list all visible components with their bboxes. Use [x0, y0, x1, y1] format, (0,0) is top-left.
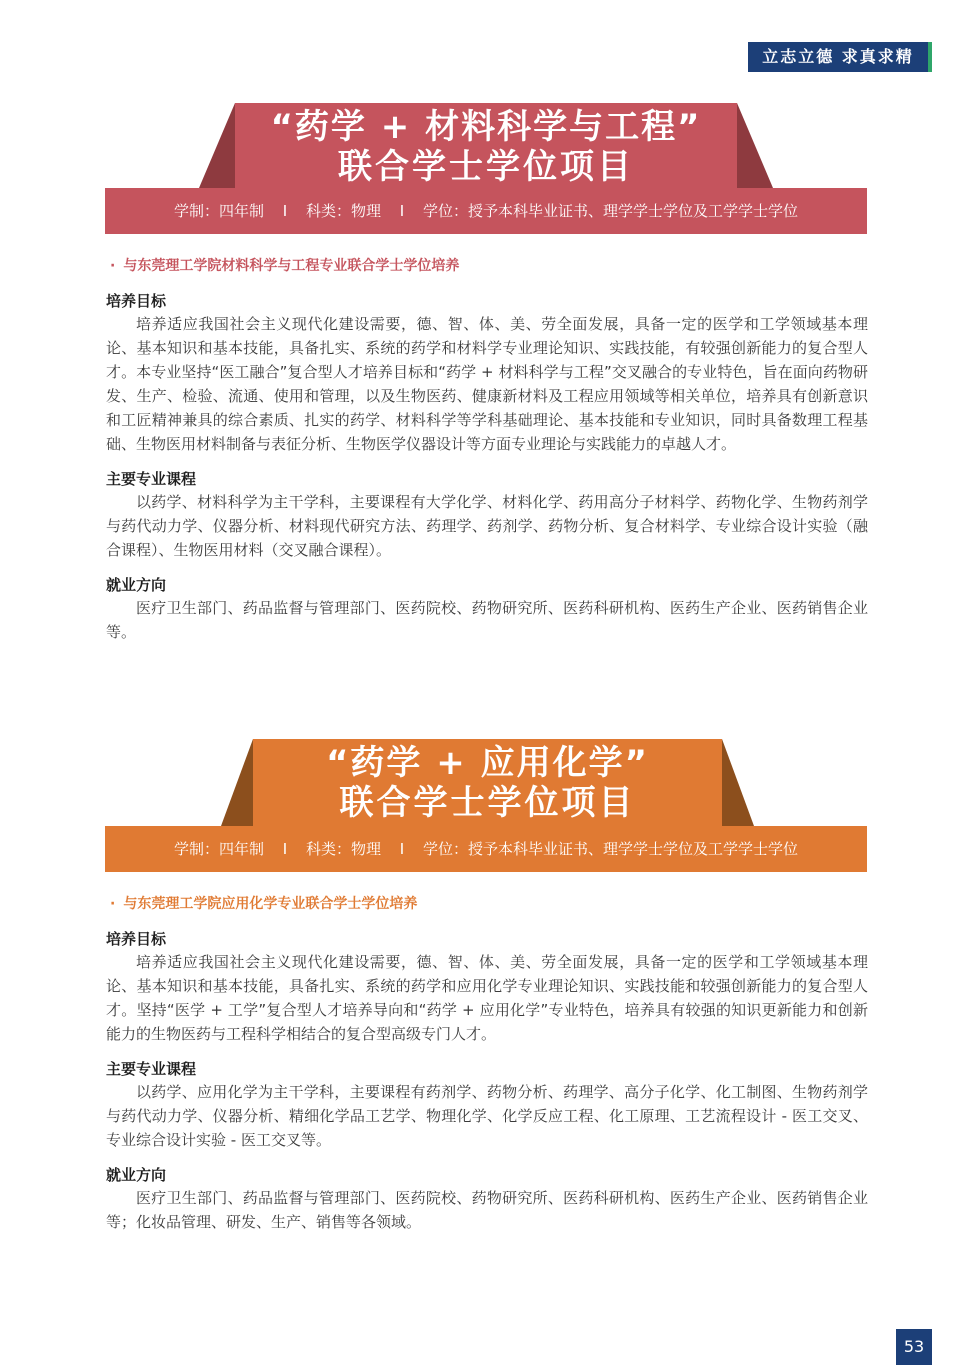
info-degree: 学位：授予本科毕业证书、理学学士学位及工学学士学位: [423, 840, 799, 858]
program-section-1: [106, 256, 868, 644]
info-category: 科类：物理: [305, 840, 381, 858]
banner-ribbon-left: [221, 739, 253, 826]
block-text-courses: 以药学、应用化学为主干学科，主要课程有药剂学、药物分析、药理学、高分子化学、化工制图、生物药剂学与药代动力学、仪器分析、精细化学品工艺学、物理化学、化学反应工程、化工原理、工艺流程设计 - 医工交叉、专业综合设计实验 - 医工交叉等。: [106, 1083, 868, 1149]
bullet-icon: ·: [110, 896, 116, 912]
program-title-line1: “药学 + 材料科学与工程”: [270, 107, 702, 147]
info-separator: I: [399, 202, 405, 220]
info-degree: 学位：授予本科毕业证书、理学学士学位及工学学士学位: [423, 202, 799, 220]
program-title-line2: 联合学士学位项目: [338, 147, 634, 187]
block-heading-career: 就业方向: [106, 1166, 167, 1184]
block-text-courses: 以药学、材料科学为主干学科，主要课程有大学化学、材料化学、药用高分子材料学、药物化学、生物药剂学与药代动力学、仪器分析、材料现代研究方法、药理学、药剂学、药物分析、复合材料学、专业综合设计实验（融合课程）、生物医用材料（交叉融合课程）。: [106, 493, 868, 559]
banner-title-panel: [253, 739, 722, 826]
banner-ribbon-left: [199, 103, 235, 188]
block-text-goal: 培养适应我国社会主义现代化建设需要，德、智、体、美、劳全面发展，具备一定的医学和工学领域基本理论、基本知识和基本技能，具备扎实、系统的药学和材料学专业理论知识、实践技能，有较强创新能力的复合型人才。本专业坚持“医工融合”复合型人才培养目标和“药学 + 材料科学与工程”交叉融合的专业特色，旨在面向药物研发、生产、检验、流通、使用和管理，以及生物医药、健康新材料及工程应用领域等相关单位，培养具有创新意识和工匠精神兼具的综合素质、扎实的药学、材料科学等学科基础理论、基本技能和专业知识，同时具备数理工程基础、生物医用材料制备与表征分析、生物医学仪器设计等方面专业理论与实践能力的卓越人才。: [106, 315, 868, 453]
program-banner-2: [105, 739, 867, 871]
info-duration: 学制：四年制: [173, 840, 264, 858]
block-text-goal: 培养适应我国社会主义现代化建设需要，德、智、体、美、劳全面发展，具备一定的医学和工学领域基本理论、基本知识和基本技能，具备扎实、系统的药学和应用化学专业理论知识、实践技能和较强创新能力的复合型人才。坚持“医学 + 工学”复合型人才培养导向和“药学 + 应用化学”专业特色，培养具有较强的知识更新能力和创新能力的生物医药与工程科学相结合的复合型高级专门人才。: [106, 953, 868, 1043]
info-separator: I: [282, 840, 288, 858]
block-text-career: 医疗卫生部门、药品监督与管理部门、医药院校、药物研究所、医药科研机构、医药生产企业、医药销售企业等；化妆品管理、研发、生产、销售等各领域。: [106, 1189, 868, 1231]
header-motto-badge: 立志立德 求真求精: [748, 42, 932, 72]
program-info-bar: [105, 188, 867, 234]
banner-title-panel: [235, 103, 737, 188]
subtitle-text: 与东莞理工学院应用化学专业联合学士学位培养: [123, 896, 418, 912]
info-separator: I: [399, 840, 405, 858]
block-text-career: 医疗卫生部门、药品监督与管理部门、医药院校、药物研究所、医药科研机构、医药生产企业、医药销售企业等。: [106, 599, 868, 641]
section-subtitle: [106, 256, 868, 276]
program-info-bar: [105, 826, 867, 872]
info-separator: I: [282, 202, 288, 220]
block-heading-career: 就业方向: [106, 576, 167, 594]
info-category: 科类：物理: [305, 202, 381, 220]
block-heading-goal: 培养目标: [106, 292, 167, 310]
info-duration: 学制：四年制: [173, 202, 264, 220]
block-heading-courses: 主要专业课程: [106, 470, 197, 488]
bullet-icon: ·: [110, 258, 116, 274]
banner-ribbon-right: [722, 739, 754, 826]
section-subtitle: [106, 894, 868, 914]
program-title-line2: 联合学士学位项目: [339, 783, 636, 823]
page-number: 53: [896, 1329, 932, 1365]
program-banner-1: [105, 103, 867, 234]
block-heading-goal: 培养目标: [106, 930, 167, 948]
subtitle-text: 与东莞理工学院材料科学与工程专业联合学士学位培养: [123, 258, 460, 274]
program-section-2: [106, 894, 868, 1234]
program-title-line1: “药学 + 应用化学”: [326, 743, 649, 783]
banner-ribbon-right: [737, 103, 773, 188]
block-heading-courses: 主要专业课程: [106, 1060, 197, 1078]
